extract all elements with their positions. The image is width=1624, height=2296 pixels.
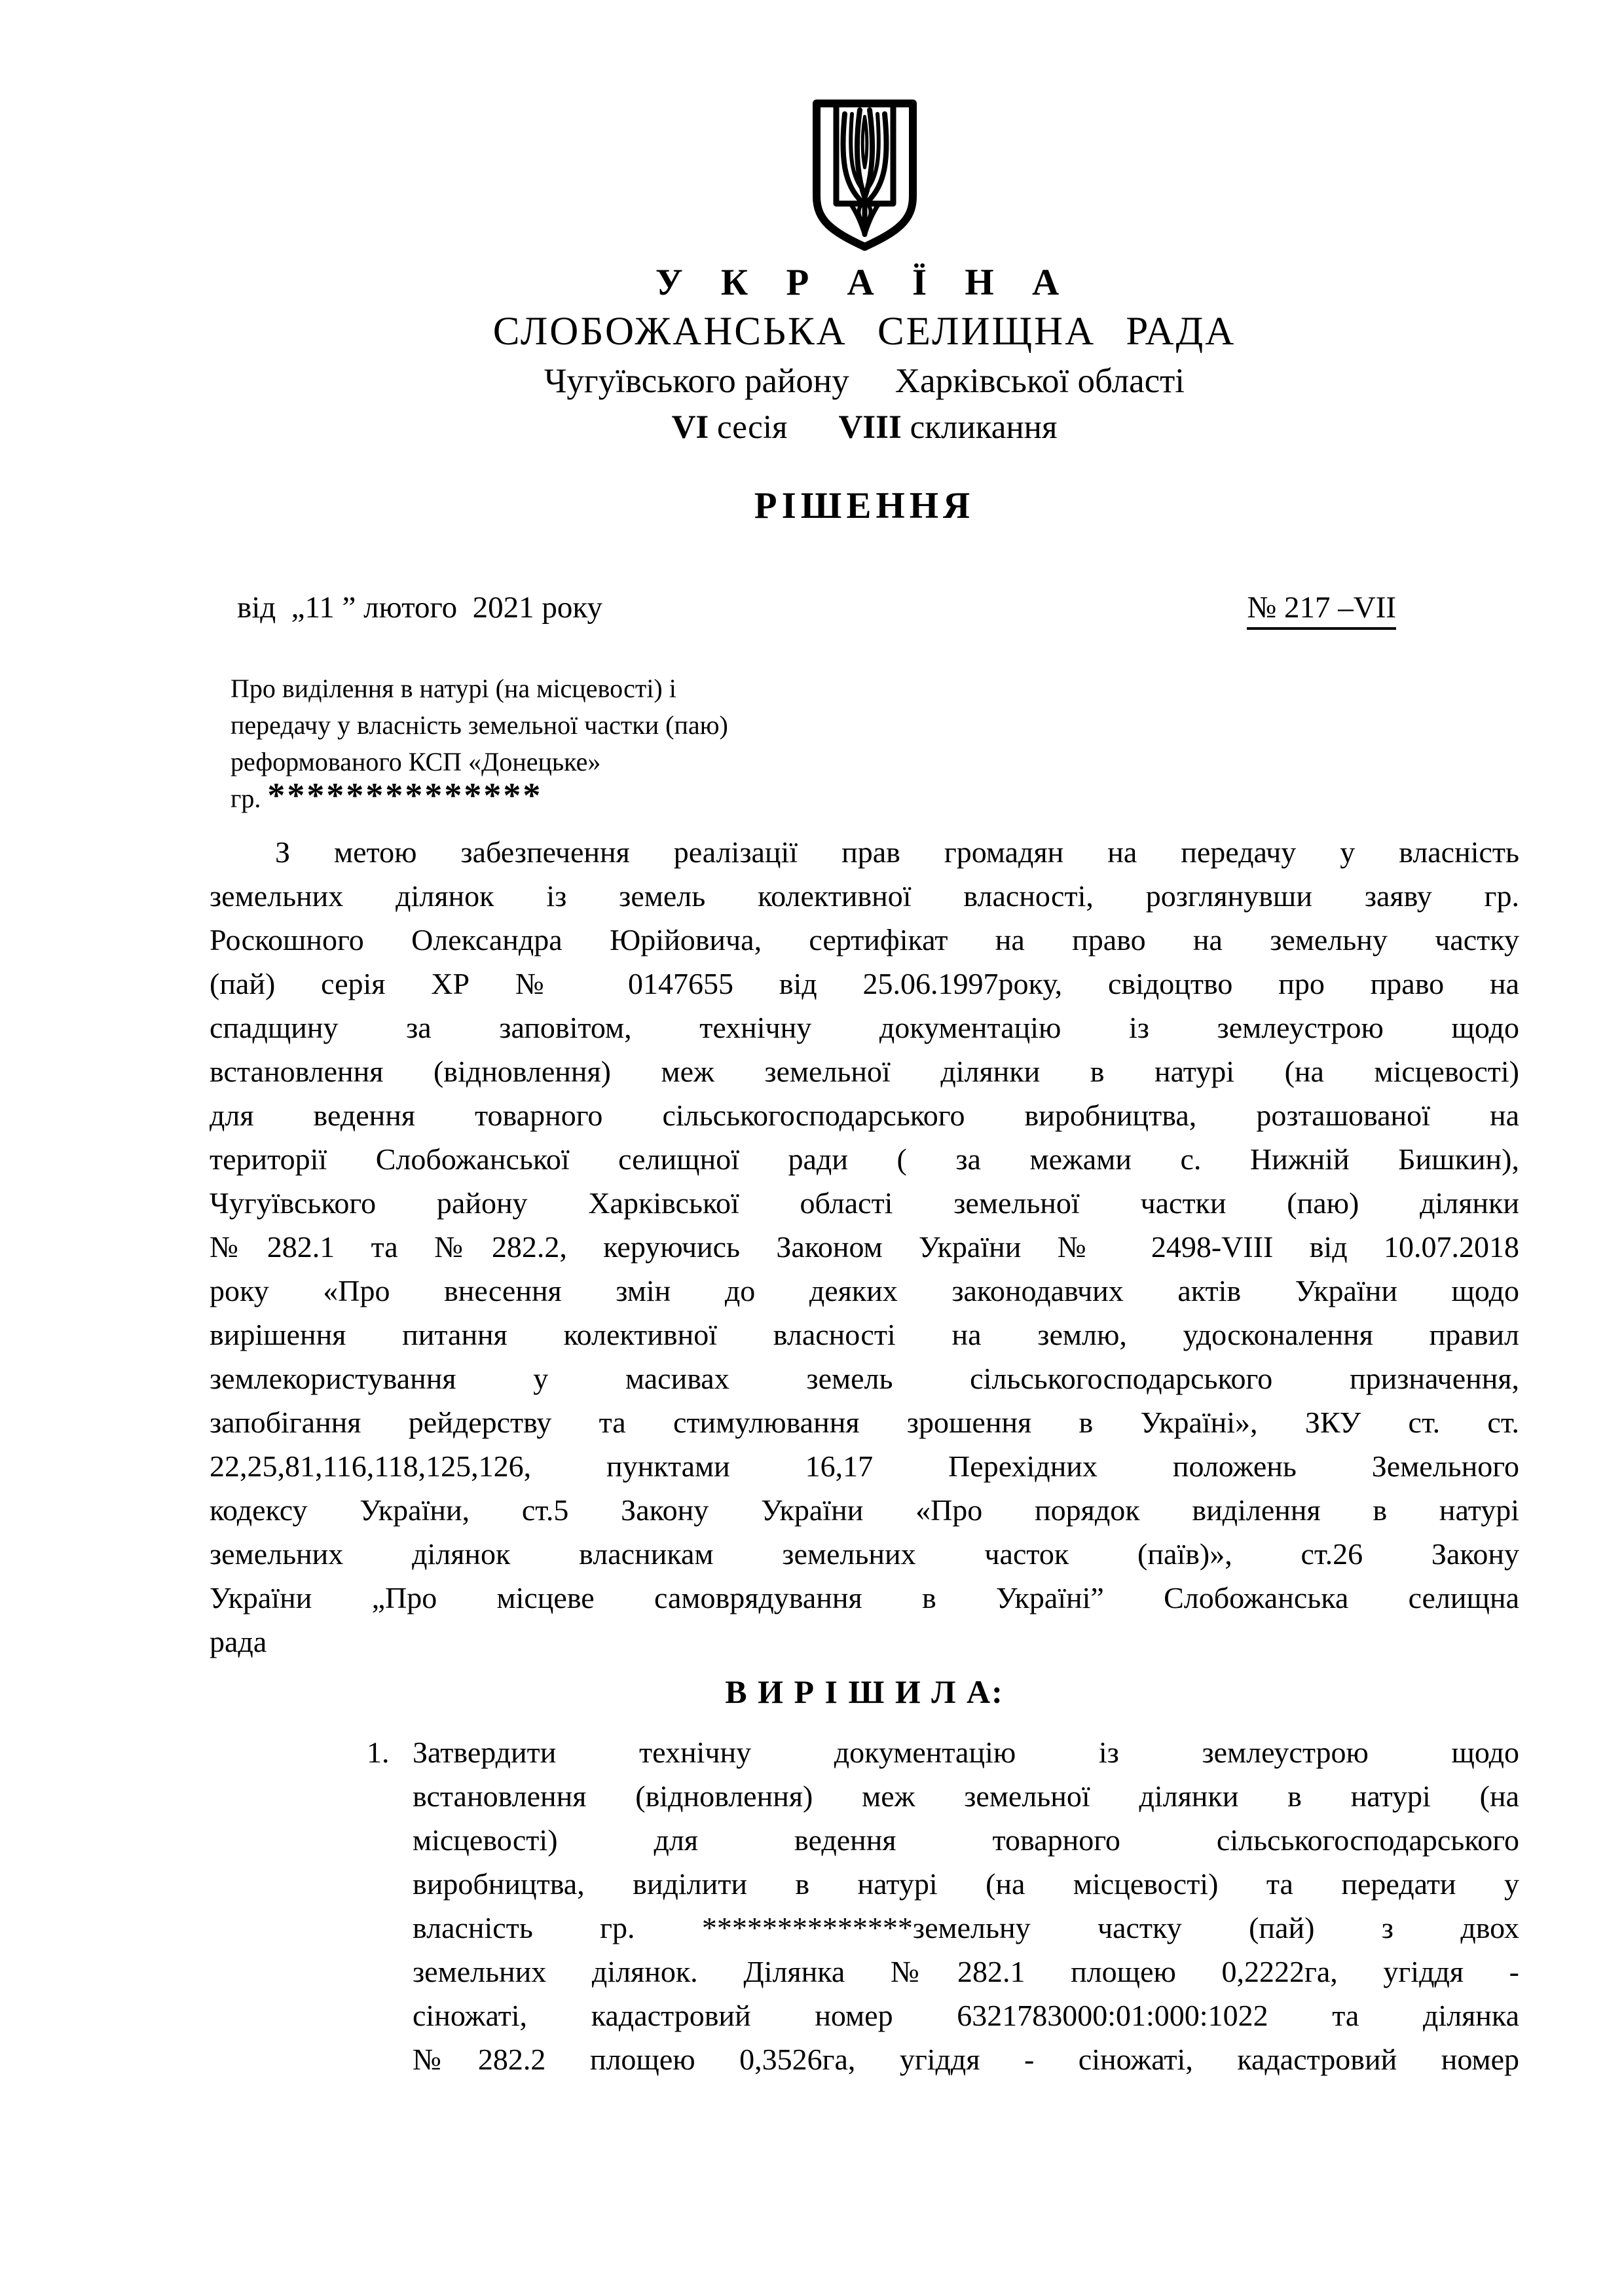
body-line: З метою забезпечення реалізації прав громадян на передачу у власність (275, 835, 1519, 869)
subject-line: передачу у власність земельної частки (паю) (231, 710, 728, 740)
resolved-heading: В И Р І Ш И Л А: (725, 1673, 1004, 1710)
ukraine-trident-emblem (807, 98, 922, 252)
convocation-word: скликання (910, 409, 1058, 446)
subject-lines (231, 670, 1519, 780)
item-line: Затвердити технічну документацію із землеустрою щодо (413, 1736, 1519, 1769)
body-line: (пай) серія ХР № 0147655 від 25.06.1997року, свідоцтво про право на (210, 967, 1519, 1000)
body-line: №282.1 та №282.2, керуючись Законом України № 2498-VIII від 10.07.2018 (210, 1230, 1519, 1264)
subject-line: Про виділення в натурі (на місцевості) і (231, 674, 676, 703)
redacted-name-stars: ************** (267, 776, 543, 815)
district-name: Чугуївського району (544, 362, 849, 400)
body-line: року «Про внесення змін до деяких законодавчих актів України щодо (210, 1274, 1519, 1307)
document-type-title: РІШЕННЯ (754, 485, 975, 526)
item-line: власність гр. **************земельну частку (пай) з двох (413, 1911, 1519, 1944)
body-line: землекористування у масивах земель сільськогосподарського призначення, (210, 1362, 1519, 1395)
body-line: України „Про місцеве самоврядування в Україні” Слобожанська селищна (210, 1581, 1519, 1614)
country-name: У К Р А Ї Н А (655, 262, 1074, 303)
body-line: рада (210, 1625, 267, 1658)
item-line: №282.2 площею 0,3526га, угіддя - сіножаті, кадастровий номер (413, 2043, 1519, 2076)
session-number: VI (671, 409, 709, 446)
region-name: Харківської області (895, 362, 1185, 400)
body-paragraph (210, 830, 1519, 1664)
body-line: кодексу України, ст.5 Закону України «Про порядок виділення в натурі (210, 1493, 1519, 1527)
citizen-prefix: гр. (231, 784, 268, 813)
body-line: Роскошного Олександра Юрійовича, сертифікат на право на земельну частку (210, 923, 1519, 957)
subject-line: реформованого КСП «Донецьке» (231, 747, 601, 776)
session-word: сесія (717, 409, 788, 446)
district-region-line (210, 361, 1519, 401)
resolution-item-1 (210, 1730, 1519, 2081)
item-line: земельних ділянок. Ділянка №282.1 площею 0,2222га, угіддя - (413, 1955, 1519, 1988)
item-line: місцевості) для ведення товарного сільськогосподарського (413, 1823, 1519, 1857)
item-line: сіножаті, кадастровий номер 6321783000:01:000:1022 та ділянка (413, 1999, 1519, 2032)
item-line: встановлення (відновлення) меж земельної ділянки в натурі (на (413, 1779, 1519, 1813)
document-number: № 217 –VII (1247, 590, 1396, 630)
body-line: земельних ділянок власникам земельних часток (паїв)», ст.26 Закону (210, 1537, 1519, 1571)
body-line: спадщину за заповітом, технічну документацію із землеустрою щодо (210, 1011, 1519, 1044)
subject-citizen-line (231, 776, 1519, 817)
body-line: вирішення питання колективної власності на землю, удосконалення правил (210, 1318, 1519, 1351)
document-date: від „11 ” лютого 2021 року (237, 591, 603, 625)
body-line: земельних ділянок із земель колективної власності, розглянувши заяву гр. (210, 879, 1519, 913)
body-line: встановлення (відновлення) меж земельної ділянки в натурі (на місцевості) (210, 1055, 1519, 1088)
body-line: 22,25,81,116,118,125,126, пунктами 16,17 Перехідних положень Земельного (210, 1449, 1519, 1483)
convocation-number: VIII (838, 409, 902, 446)
body-line: Чугуївського району Харківської області земельної частки (паю) ділянки (210, 1186, 1519, 1220)
date-number-row (210, 590, 1519, 630)
council-name: СЛОБОЖАНСЬКА СЕЛИЩНА РАДА (492, 310, 1236, 354)
item-text (413, 1730, 1519, 2081)
body-line: території Слобожанської селищної ради ( за межами с. Нижній Бишкин), (210, 1142, 1519, 1176)
item-line: виробництва, виділити в натурі (на місцевості) та передати у (413, 1867, 1519, 1901)
body-line: для ведення товарного сільськогосподарського виробництва, розташованої на (210, 1099, 1519, 1132)
session-line (210, 409, 1519, 446)
subject-block (210, 670, 1519, 817)
body-line: запобігання рейдерству та стимулювання зрошення в Україні», ЗКУ ст. ст. (210, 1406, 1519, 1439)
item-number: 1. (367, 1736, 390, 1769)
document-content (210, 0, 1519, 2081)
